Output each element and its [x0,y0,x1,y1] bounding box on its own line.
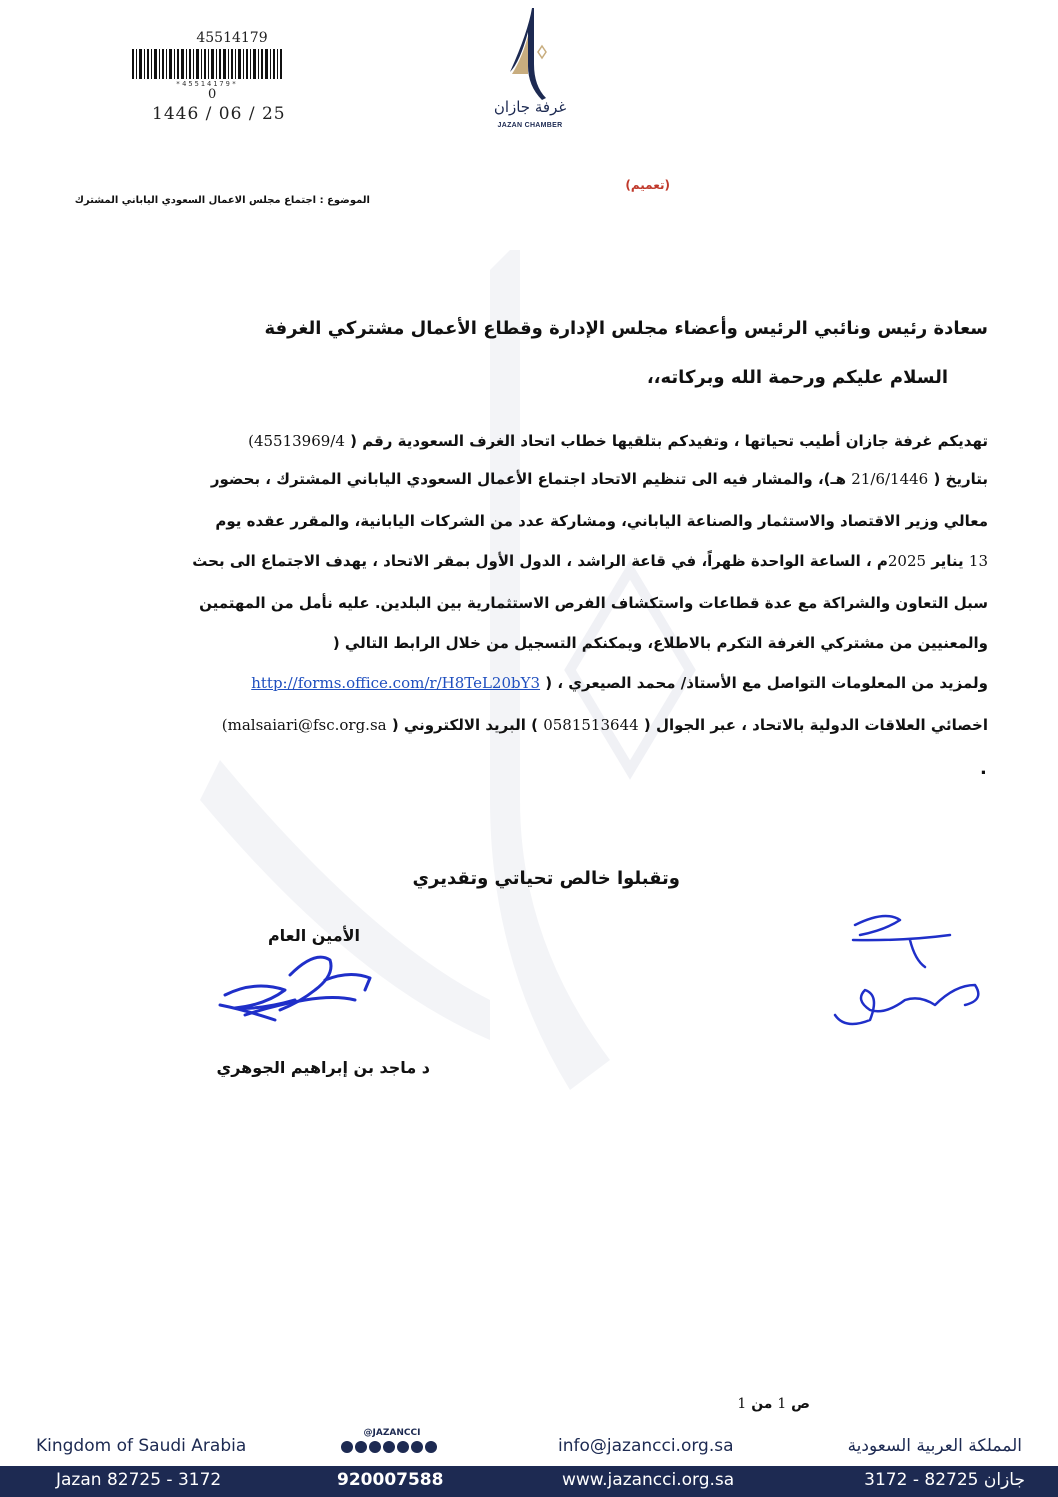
closing-phrase: وتقبلوا خالص تحياتي وتقديري [412,868,680,889]
body-line-4: 13 يناير 2025م ، الساعة الواحدة ظهراً، في قاعة الراشد ، الدول الأول بمقر الاتحاد ، يهدف الاجتماع الى بحث [192,552,988,570]
contact-phone: 0581513644 [543,716,639,734]
social-icon-5[interactable] [397,1441,409,1453]
footer-address-ar: جازان 82725 - 3172 [864,1470,1025,1490]
body-line-7: http://forms.office.com/r/H8TeL20bY3 ) ، ولمزيد من المعلومات التواصل مع الأستاذ/ محمد الصيعري [251,674,988,692]
hijri-date: 1446 / 06 / 25 [152,104,286,124]
footer-country-ar: المملكة العربية السعودية [847,1436,1022,1456]
letter-date: 21/6/1446 [851,470,929,488]
signer-name: د ماجد بن إبراهيم الجوهري [216,1058,430,1077]
logo-arabic-text: غرفة جازان [493,98,567,116]
circular-label: (تعميم) [625,178,670,192]
body-line-8: اخصائي العلاقات الدولية بالاتحاد ، عبر الجوال ( 0581513644 ) البريد الالكتروني ( malsaiari@fsc.org.sa) [221,716,988,734]
footer-address-en: Jazan 82725 - 3172 [56,1470,222,1490]
greeting: السلام عليكم ورحمة الله وبركاته،، [646,367,948,388]
body-line-2: بتاريخ ( 21/6/1446 هـ)، والمشار فيه الى تنظيم الاتحاد اجتماع الأعمال السعودي الياباني المشترك ، بحضور [210,470,988,488]
meeting-day: 13 [968,552,988,570]
footer-top [0,1428,1058,1466]
registration-link[interactable]: http://forms.office.com/r/H8TeL20bY3 [251,674,541,692]
subject-line: الموضوع : اجتماع مجلس الاعمال السعودي الياباني المشترك [74,195,370,206]
footer-email[interactable]: info@jazancci.org.sa [558,1436,734,1456]
social-handle: @JAZANCCI [363,1428,421,1438]
social-icon-2[interactable] [355,1441,367,1453]
social-icons [339,1441,439,1457]
social-icon-7[interactable] [425,1441,437,1453]
footer-phone[interactable]: 920007588 [337,1470,444,1490]
social-icon-4[interactable] [383,1441,395,1453]
signature-secretary-icon [205,950,380,1030]
body-line-5: سبل التعاون والشراكة مع عدة قطاعات واستكشاف الفرص الاستثمارية بين البلدين. عليه نأمل من المهتمين [199,594,988,612]
letter-ref-number: 45513969/4) [248,432,345,450]
closing-period: . [980,758,987,779]
body-line-3: معالي وزير الاقتصاد والاستثمار والصناعة الياباني، ومشاركة عدد من الشركات اليابانية، والمقرر عقده يوم [215,512,988,530]
footer-website[interactable]: www.jazancci.org.sa [562,1470,735,1490]
barcode-caption: *45514179* [175,80,239,88]
addressee: سعادة رئيس ونائبي الرئيس وأعضاء مجلس الإدارة وقطاع الأعمال مشتركي الغرفة [264,318,988,339]
barcode-icon [132,49,282,79]
reference-number: 45514179 [196,30,268,46]
contact-email: malsaiari@fsc.org.sa) [221,716,387,734]
page-counter: ص 1 من 1 [737,1396,810,1412]
meeting-year: 2025 [887,552,927,570]
body-line-1: تهديكم غرفة جازان أطيب تحياتها ، وتفيدكم بتلقيها خطاب اتحاد الغرف السعودية رقم ( 45513969/4) [248,432,988,450]
body-line-6: والمعنيين من مشتركي الغرفة التكرم بالاطلاع، ويمكنكم التسجيل من خلال الرابط التالي ( [332,634,988,652]
social-icon-6[interactable] [411,1441,423,1453]
signer-title: الأمين العام [267,926,360,945]
footer-bar [0,1466,1058,1497]
signature-initials-icon [825,905,985,1035]
reference-suffix: 0 [208,87,217,102]
social-icon-3[interactable] [369,1441,381,1453]
logo-english-text: JAZAN CHAMBER [497,122,563,129]
footer-country-en: Kingdom of Saudi Arabia [36,1436,247,1456]
social-icon-1[interactable] [341,1441,353,1453]
